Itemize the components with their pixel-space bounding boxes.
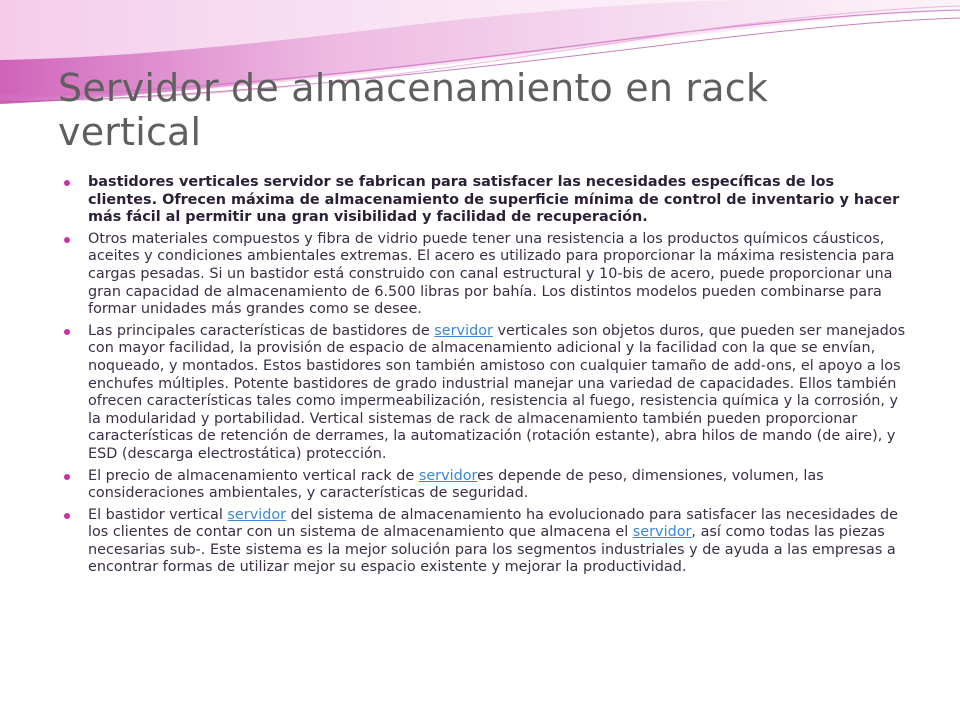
servidor-link[interactable]: servidor (434, 322, 493, 339)
bullet-text: El precio de almacenamiento vertical rack de (88, 467, 419, 484)
servidor-link[interactable]: servidor (227, 506, 287, 523)
bullet-dot-icon (64, 237, 70, 243)
bullet-dot-icon (64, 513, 70, 519)
bullet-item (64, 174, 906, 227)
bullet-text: es depende de peso, dimensiones, volumen, las consideraciones ambientales, y características de seguridad. (88, 467, 824, 502)
bullet-dot-icon (64, 180, 70, 186)
servidor-link[interactable]: servidor (418, 467, 478, 484)
bullet-text: El bastidor vertical (88, 506, 228, 523)
bullet-item (64, 507, 906, 577)
bullet-dot-icon (64, 474, 70, 480)
slide-title: Servidor de almacenamiento en rack vertical (58, 66, 769, 154)
bullet-text: Otros materiales compuestos y fibra de vidrio puede tener una resistencia a los productos químicos cáusticos, aceites y condiciones ambientales extremas. El acero es utilizado para proporcionar la máxima resistencia para cargas pesadas. Si un bastidor está construido con canal estructural y 10-bis de acero, puede proporcionar una gran capacidad de almacenamiento de 6.500 libras por bahía. Los distintos modelos pueden combinarse para formar unidades más grandes como se desee. (88, 230, 895, 318)
bullet-item (64, 231, 906, 319)
bullet-text: Las principales características de bastidores de (88, 322, 435, 339)
servidor-link[interactable]: servidor (632, 524, 692, 541)
bullet-list (64, 174, 906, 581)
bullet-item (64, 468, 906, 503)
bullet-text: verticales son objetos duros, que pueden ser manejados con mayor facilidad, la provisión de espacio de almacenamiento adicional y la facilidad con la que se envían, noqueado, y montados. Estos bastidores son también amistoso con cualquier tamaño de add-ons, el apoyo a los enchufes múltiples. Potente bastidores de grado industrial manejar una variedad de capacidades. Ellos también ofrecen características tales como impermeabilización, resistencia al fuego, resistencia química y la corrosión, y la modularidad y portabilidad. Vertical sistemas de rack de almacenamiento también pueden proporcionar características de retención de derrames, la automatización (rotación estante), abra hilos de mando (de aire), y ESD (descarga electrostática) protección. (88, 322, 906, 462)
bullet-text: bastidores verticales servidor se fabrican para satisfacer las necesidades específicas de los clientes. Ofrecen máxima de almacenamiento de superficie mínima de control de inventario y hacer más fácil al permitir una gran visibilidad y facilidad de recuperación. (88, 174, 900, 226)
bullet-text: , así como todas las piezas necesarias sub-. Este sistema es la mejor solución para los segmentos industriales y de ayuda a las empresas a encontrar formas de utilizar mejor su espacio existente y mejorar la productividad. (88, 524, 896, 576)
bullet-text: del sistema de almacenamiento ha evolucionado para satisfacer las necesidades de los clientes de contar con un sistema de almacenamiento que almacena el (88, 506, 898, 541)
bullet-item (64, 323, 906, 464)
bullet-dot-icon (64, 329, 70, 335)
